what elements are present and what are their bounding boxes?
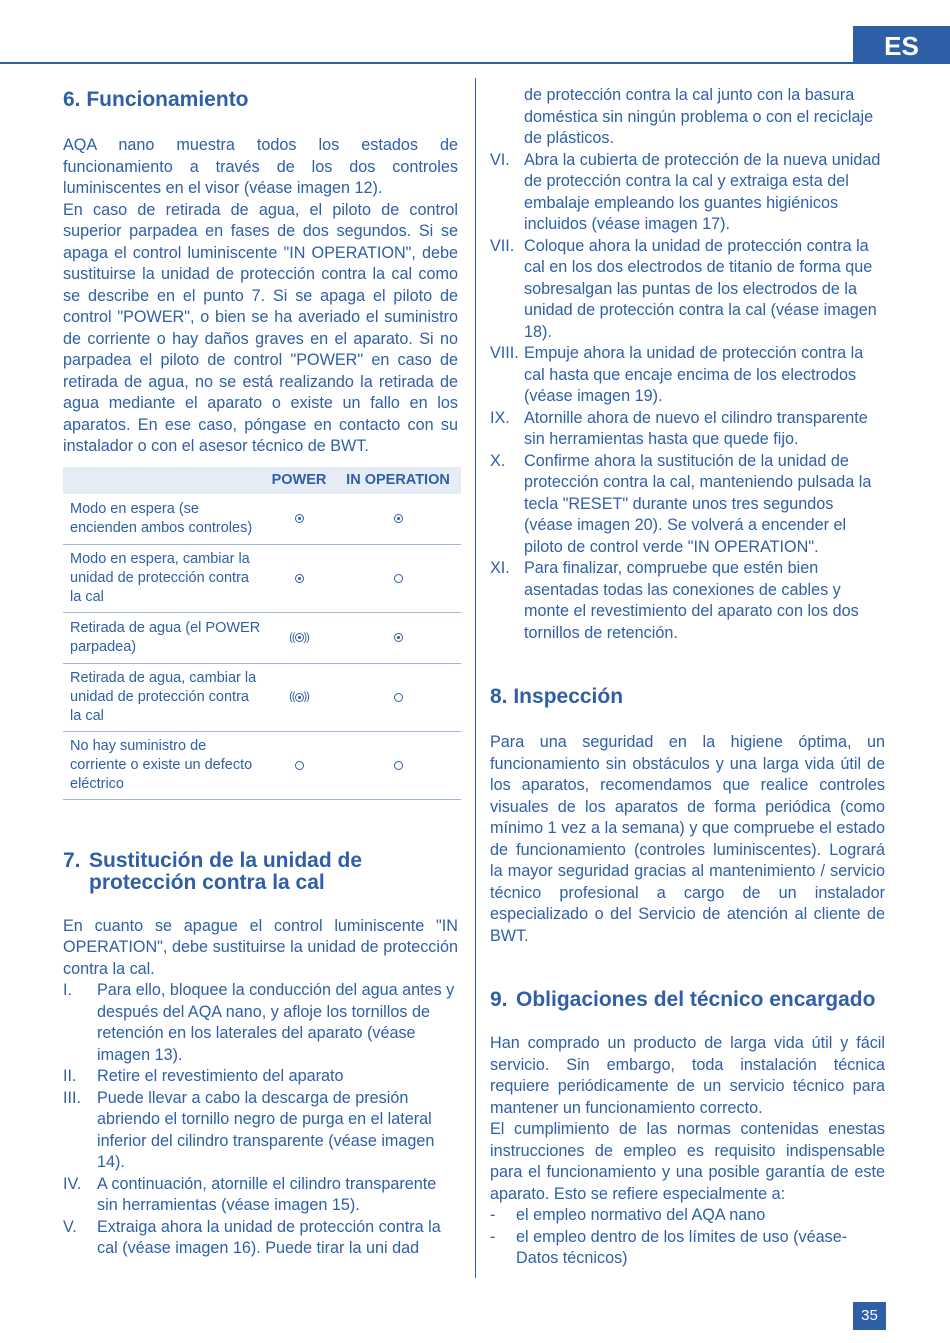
step-text: Atornille ahora de nuevo el cilindro transparente sin herramientas hasta que quede fijo. — [524, 408, 868, 448]
bullet-item — [490, 1227, 885, 1270]
lamp-lit-icon — [295, 574, 304, 583]
step-item — [63, 1066, 458, 1088]
section-9-bullets — [490, 1205, 885, 1270]
page-number: 35 — [853, 1302, 886, 1330]
power-state-cell — [263, 612, 335, 663]
bullet-dash: - — [490, 1206, 496, 1224]
section-7-title-text: Sustitución de la unidad de protección contra la cal — [89, 848, 363, 894]
header-rule — [0, 62, 853, 64]
lamp-off-icon — [295, 761, 304, 770]
step-number: V. — [63, 1217, 77, 1236]
step-text: Para finalizar, compruebe que estén bien asentadas todas las conexiones de cables y monte el revestimiento del aparato con los dos tornillos de retención. — [524, 559, 859, 642]
lamp-lit-icon — [295, 514, 304, 523]
status-table-row — [63, 612, 461, 663]
step-text: Abra la cubierta de protección de la nueva unidad de protección contra la cal y extraiga esta del embalaje empleando los guantes higiénicos incluidos (véase imagen 17). — [524, 150, 881, 233]
status-table — [63, 467, 461, 800]
right-column — [490, 85, 885, 1270]
blink-mark-right: )) — [303, 631, 309, 644]
section-9-title-text: Obligaciones del técnico encargado — [516, 988, 876, 1011]
step-text: A continuación, atornille el cilindro transparente sin herramientas (véase imagen 15). — [97, 1174, 437, 1214]
status-table-row — [63, 544, 461, 612]
step-item — [63, 1217, 458, 1260]
blink-mark-left: (( — [289, 690, 295, 703]
step-item — [63, 1174, 458, 1217]
step-item — [490, 451, 885, 559]
left-column — [63, 85, 458, 1260]
power-state-cell — [263, 544, 335, 612]
column-header-in-operation: IN OPERATION — [335, 467, 461, 494]
step-v-continuation: de protección contra la cal junto con la basura doméstica sin ningún problema o con el reciclaje de plásticos. — [524, 86, 874, 147]
column-header-power: POWER — [263, 467, 335, 494]
bullet-text: el empleo normativo del AQA nano — [516, 1206, 766, 1224]
step-number: VIII. — [490, 344, 519, 362]
step-item — [490, 236, 885, 344]
section-7-title — [63, 850, 458, 894]
step-text: Retire el revestimiento del aparato — [97, 1067, 344, 1085]
section-8-para: Para una seguridad en la higiene óptima, un funcionamiento sin obstáculos y una larga vida útil de los aparatos, recomendamos que realice controles visuales de los aparatos de forma periódica (como mínimo 1 vez a la semana) y que compruebe el estado de funcionamiento (controles luminiscentes). Logrará la mayor seguridad gracias al mantenimiento / servicio técnico profesional a cargo de un instalador especializado o del Servicio de atención al cliente de BWT. — [490, 733, 885, 945]
section-6-title: 6. Funcionamiento — [63, 88, 249, 111]
step-number: VI. — [490, 150, 510, 169]
step-number: IX. — [490, 408, 510, 427]
step-text: Extraiga ahora la unidad de protección contra la cal (véase imagen 16). Puede tirar la uni dad — [97, 1217, 441, 1257]
step-text: Confirme ahora la sustitución de la unidad de protección contra la cal, manteniendo pulsada la tecla "RESET" durante unos tres segundos (véase imagen 20). Se volverá a encender el piloto de control verde "IN OPERATION". — [524, 451, 872, 556]
section-7-intro: En cuanto se apague el control luminiscente "IN OPERATION", debe sustituirse la unidad de protección contra la cal. — [63, 916, 458, 978]
lamp-lit-icon — [295, 693, 304, 702]
section-7-number: 7. — [63, 848, 81, 872]
step-text: Coloque ahora la unidad de protección contra la cal en los dos electrodos de titanio de forma que sobresalgan las puntas de los electrodos de la unidad de protección contra la cal (véase imagen 18). — [524, 236, 877, 341]
section-9-number: 9. — [490, 988, 508, 1011]
operation-state-cell — [335, 612, 461, 663]
lamp-lit-icon — [394, 514, 403, 523]
step-item — [490, 343, 885, 408]
bullet-item — [490, 1205, 885, 1227]
step-number: III. — [63, 1088, 81, 1107]
step-item — [490, 558, 885, 644]
step-text: Puede llevar a cabo la descarga de presión abriendo el tornillo negro de purga en el lateral inferior del cilindro transparente (véase imagen 14). — [97, 1088, 435, 1171]
section-6-para-2: En caso de retirada de agua, el piloto de control superior parpadea en fases de dos segundos. Si se apaga el control luminiscente "IN OPERATION", debe sustituirse la unidad de protección contra la cal como se describe en el punto 7. Si se apaga el piloto de control "POWER", o bien se ha averiado el suministro de corriente o hay daños graves en el aparato. Si no parpadea el piloto de control "POWER" en caso de retirada de agua, no se está realizando la retirada de agua mediante el aparato o existe un fallo en los aparatos. En ese caso, póngase en contacto con su instalador o con el asesor técnico de BWT. — [63, 200, 458, 455]
step-number: II. — [63, 1067, 77, 1085]
section-9-para-2: El cumplimiento de las normas contenidas enestas instrucciones de empleo es requisito indispensable para el funcionamiento y una posible garantía de este aparato. Esto se refiere especialmente a: — [490, 1120, 885, 1203]
status-row-label: Modo en espera (se encienden ambos controles) — [63, 494, 263, 545]
blink-mark-right: )) — [303, 690, 309, 703]
step-text: Para ello, bloquee la conducción del agua antes y después del AQA nano, y afloje los tornillos de retención en los laterales del aparato (véase imagen 13). — [97, 981, 455, 1064]
bullet-dash: - — [490, 1227, 496, 1246]
status-table-row — [63, 731, 461, 799]
operation-state-cell — [335, 544, 461, 612]
lamp-lit-icon — [295, 633, 304, 642]
power-state-cell — [263, 494, 335, 545]
step-number: XI. — [490, 559, 510, 577]
section-9-para-1: Han comprado un producto de larga vida útil y fácil servicio. Sin embargo, toda instalación técnica requiere periódicamente de un servicio técnico para mantener un funcionamiento correcto. — [490, 1034, 885, 1117]
section-7-steps — [63, 980, 458, 1260]
section-7-steps-continued — [490, 150, 885, 645]
step-item — [63, 980, 458, 1066]
section-8-title: 8. Inspección — [490, 685, 624, 708]
blink-mark-left: (( — [289, 631, 295, 644]
lamp-off-icon — [394, 693, 403, 702]
status-table-row — [63, 663, 461, 731]
step-number: X. — [490, 451, 506, 470]
operation-state-cell — [335, 731, 461, 799]
status-row-label: Retirada de agua, cambiar la unidad de protección contra la cal — [63, 663, 263, 731]
status-table-row — [63, 494, 461, 545]
operation-state-cell — [335, 494, 461, 545]
section-6-para-1: AQA nano muestra todos los estados de funcionamiento a través de los dos controles luminiscentes en el visor (véase imagen 12). — [63, 136, 458, 197]
column-divider — [475, 78, 476, 1278]
step-item — [63, 1088, 458, 1174]
lamp-off-icon — [394, 761, 403, 770]
status-row-label: Retirada de agua (el POWER parpadea) — [63, 612, 263, 663]
operation-state-cell — [335, 663, 461, 731]
section-9-title — [490, 989, 885, 1011]
power-state-cell — [263, 731, 335, 799]
bullet-text: el empleo dentro de los límites de uso (véase-Datos técnicos) — [516, 1227, 848, 1267]
status-row-label: Modo en espera, cambiar la unidad de protección contra la cal — [63, 544, 263, 612]
step-item — [490, 150, 885, 236]
step-item — [490, 408, 885, 451]
lamp-off-icon — [394, 574, 403, 583]
step-number: I. — [63, 981, 72, 999]
step-number: IV. — [63, 1174, 82, 1193]
step-text: Empuje ahora la unidad de protección contra la cal hasta que encaje encima de los electrodos (véase imagen 19). — [524, 344, 864, 405]
step-number: VII. — [490, 236, 515, 255]
status-table-header — [63, 467, 461, 494]
language-tab: ES — [853, 26, 950, 64]
lamp-lit-icon — [394, 633, 403, 642]
status-table-header-blank — [63, 467, 263, 494]
status-row-label: No hay suministro de corriente o existe un defecto eléctrico — [63, 731, 263, 799]
power-state-cell — [263, 663, 335, 731]
